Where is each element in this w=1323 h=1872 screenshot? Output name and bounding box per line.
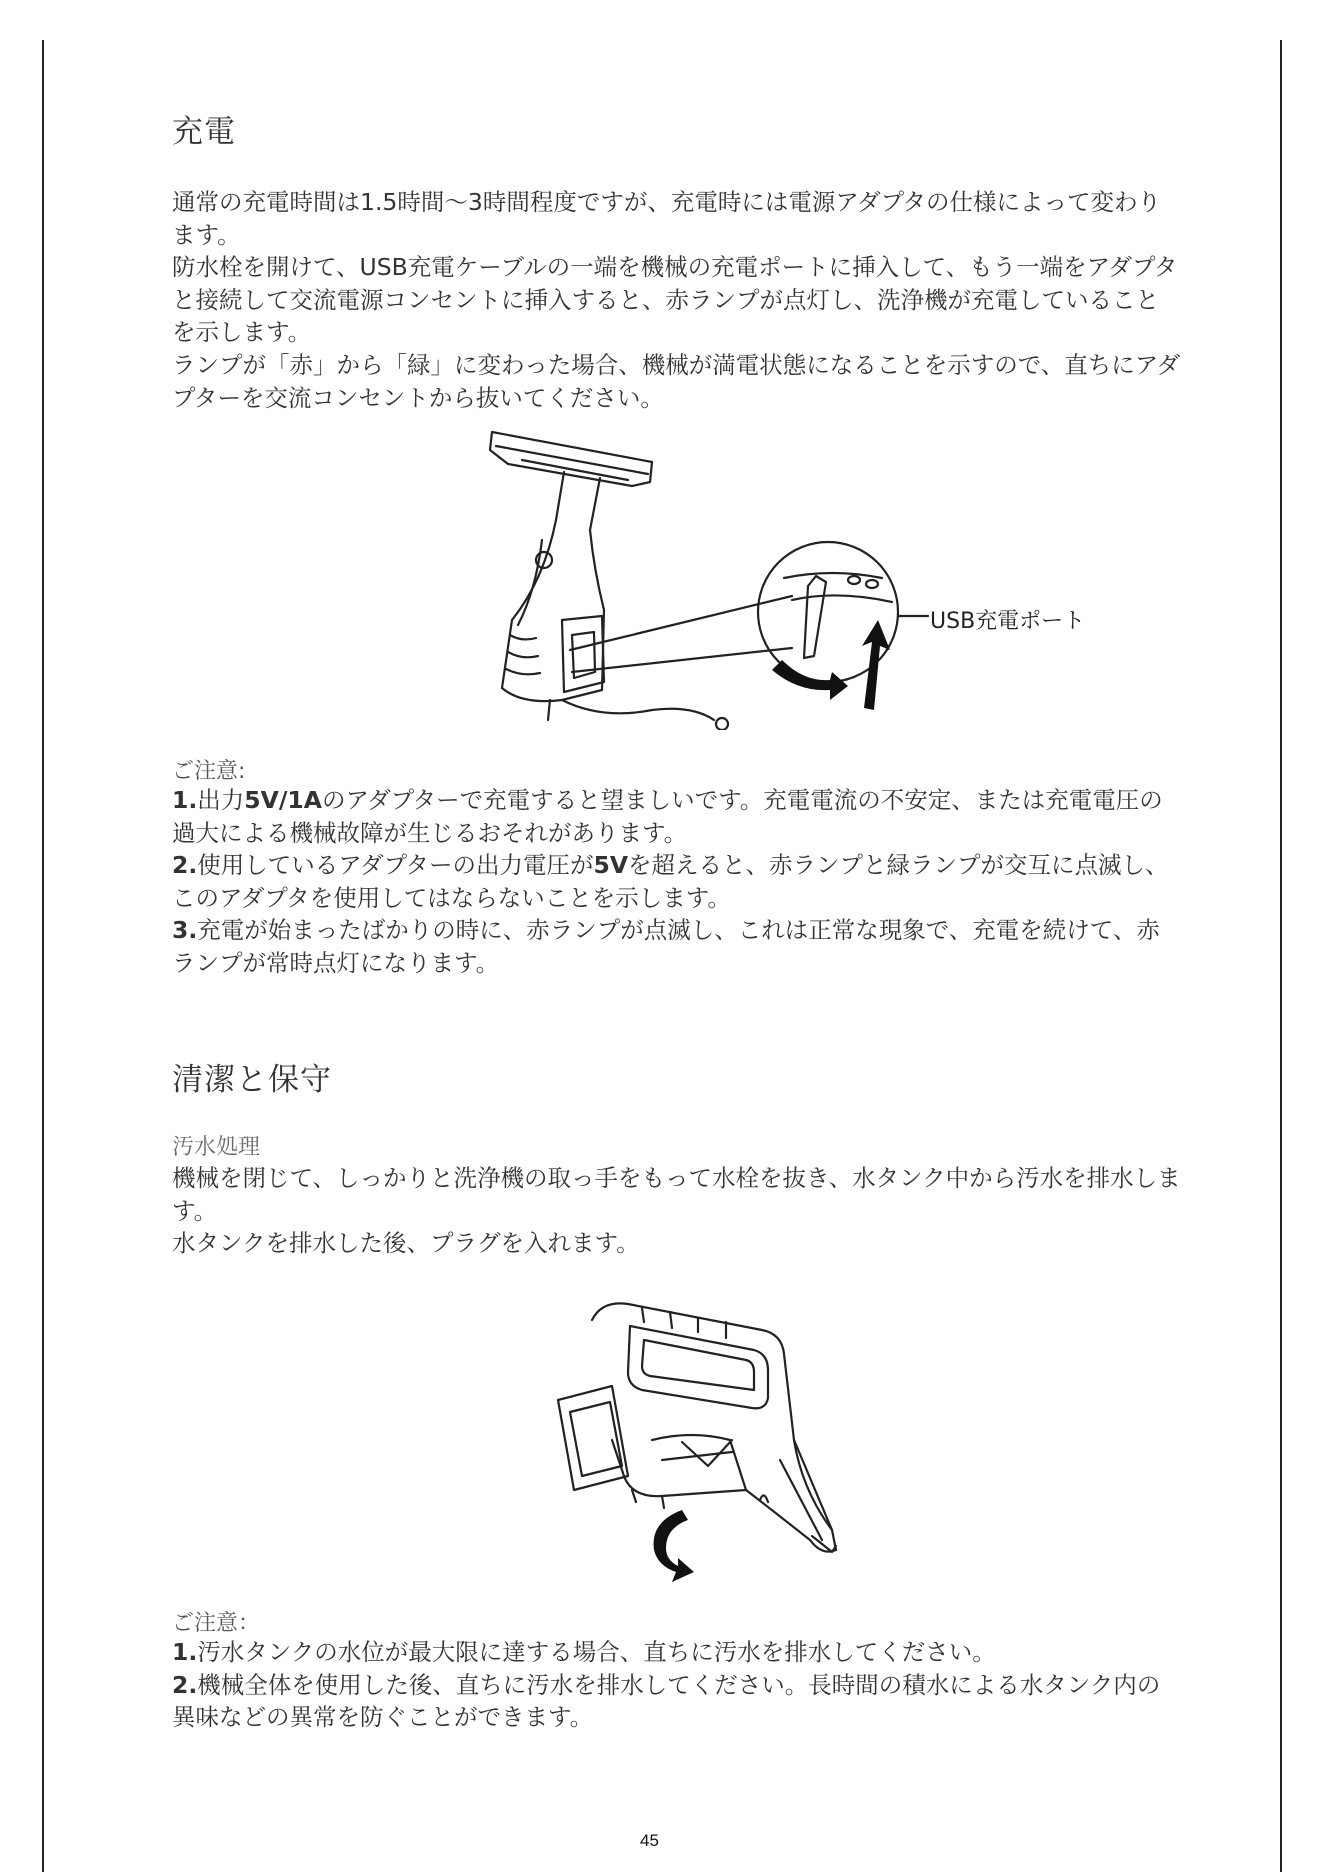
page-border-left xyxy=(42,40,44,1872)
charging-paragraphs xyxy=(172,186,1182,414)
charging-note-3: 3.充電が始まったばかりの時に、赤ランプが点滅し、これは正常な現象で、充電を続けて、赤ランプが常時点灯になります。 xyxy=(172,916,1160,977)
charging-note-1: 1.出力5V/1Aのアダプターで充電すると望ましいです。充電電流の不安定、または充電電圧の過大による機械故障が生じるおそれがあります。 xyxy=(172,786,1163,847)
cleaning-notes xyxy=(172,1636,1182,1734)
page-number: 45 xyxy=(640,1831,659,1850)
subsection-title-waste-water: 汚水処理 xyxy=(172,1135,261,1160)
charging-paragraph-3: ランプが「赤」から「緑」に変わった場合、機械が満電状態になることを示すので、直ちにアダプターを交流コンセントから抜いてください。 xyxy=(172,350,1181,412)
cleaning-note-2: 2.機械全体を使用した後、直ちに汚水を排水してください。長時間の積水による水タンク内の異味などの異常を防ぐことができます。 xyxy=(172,1670,1161,1732)
cleaning-paragraph-2: 水タンクを排水した後、プラグを入れます。 xyxy=(172,1229,640,1258)
drain-illustration xyxy=(532,1290,862,1590)
charging-note-2: 2.使用しているアダプターの出力電圧が5Vを超えると、赤ランプと緑ランプが交互に点滅し、このアダプタを使用してはならないことを示します。 xyxy=(172,851,1169,912)
section-title-cleaning: 清潔と保守 xyxy=(172,1062,332,1098)
cleaning-paragraphs xyxy=(172,1162,1182,1260)
charging-paragraph-1: 通常の充電時間は1.5時間～3時間程度ですが、充電時には電源アダプタの仕様によって変わります。 xyxy=(172,188,1162,249)
charging-notes xyxy=(172,784,1182,980)
charging-note-title: ご注意: xyxy=(172,759,246,784)
section-title-charging: 充電 xyxy=(172,114,236,150)
charging-paragraph-2: 防水栓を開けて、USB充電ケーブルの一端を機械の充電ポートに挿入して、もう一端をアダプタと接続して交流電源コンセントに挿入すると、赤ランプが点灯し、洗浄機が充電していることを示します。 xyxy=(172,253,1178,347)
cleaning-note-title: ご注意： xyxy=(172,1611,261,1636)
charging-illustration xyxy=(452,420,1012,730)
cleaning-note-1: 1.汚水タンクの水位が最大限に達する場合、直ちに汚水を排水してください。 xyxy=(172,1638,996,1666)
cleaning-paragraph-1: 機械を閉じて、しっかりと洗浄機の取っ手をもって水栓を抜き、水タンク中から汚水を排水します。 xyxy=(172,1164,1181,1225)
usb-port-label: USB充電ポート xyxy=(930,609,1086,634)
page-border-right xyxy=(1280,40,1282,1872)
